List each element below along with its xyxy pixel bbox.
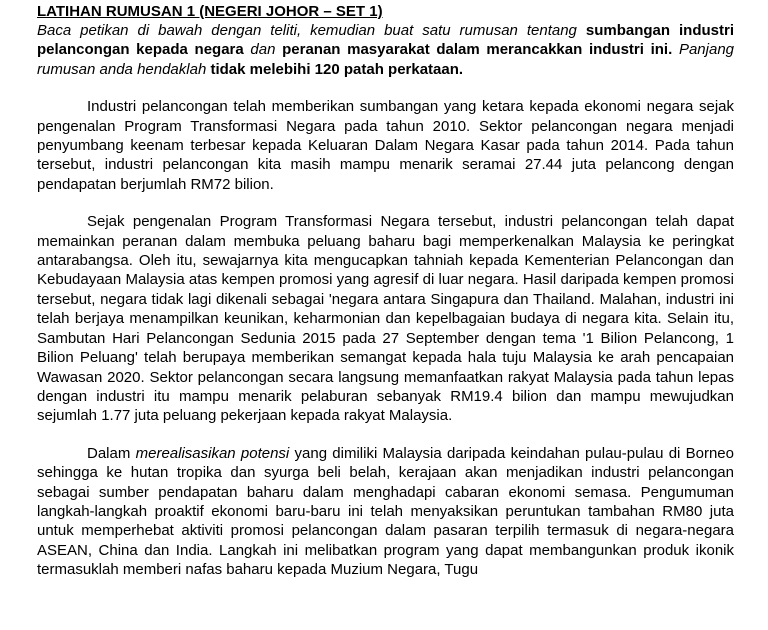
instruction-topic-2: peranan masyarakat dalam merancakkan industri ini.	[282, 41, 673, 59]
exercise-title: LATIHAN RUMUSAN 1 (NEGERI JOHOR – SET 1)	[37, 3, 383, 20]
passage-paragraph-1: Industri pelancongan telah memberikan sumbangan yang ketara kepada ekonomi negara sejak pengenalan Program Transformasi Negara pada tahun 2010. Sektor pelancongan negara menjadi penyumbang keenam terbesar kepada Keluaran Dalam Negara Kasar pada tahun 2014. Pada tahun tersebut, industri pelancongan kita masih mampu menarik seramai 27.44 juta pelancong dengan pendapatan berjumlah RM72 bilion.	[37, 98, 734, 193]
instructions	[37, 21, 734, 79]
instruction-length-text: Panjang rumusan anda hendaklah	[37, 41, 735, 78]
instruction-connector: dan	[250, 41, 276, 59]
paragraph-3-rest: yang dimiliki Malaysia daripada keindahan pulau-pulau di Borneo sehingga ke hutan tropika dan syurga beli belah, kerajaan akan menjadikan industri pelancongan sebagai sumber pendapatan baharu dalam menghadapi cabaran ekonomi semasa. Pengumuman langkah-langkah proaktif ekonomi baru-baru ini telah menyaksikan peruntukan tambahan RM80 juta untuk memperhebat aktiviti promosi pelancongan dalam pasaran terpilih termasuk di negara-negara ASEAN, China dan India. Langkah ini melibatkan program yang dapat membangunkan produk ikonik termasuklah memberi nafas baharu kepada Muzium Negara, Tugu	[37, 444, 734, 579]
passage-paragraph-2: Sejak pengenalan Program Transformasi Negara tersebut, industri pelancongan telah dapat memainkan peranan dalam membuka peluang baharu bagi memperkenalkan Malaysia ke peringkat antarabangsa. Oleh itu, sewajarnya kita mengucapkan tahniah kepada Kementerian Pelancongan dan Kebudayaan Malaysia atas kempen promosi yang agresif di luar negara. Hasil daripada kempen promosi tersebut, negara tidak lagi dikenali sebagai 'negara antara Singapura dan Thailand. Malahan, industri ini telah berjaya menampilkan keunikan, keharmonian dan kepelbagaian budaya di negara kita. Selain itu, Sambutan Hari Pelancongan Sedunia 2015 pada 27 September dengan tema '1 Bilion Pelancong, 1 Bilion Peluang' telah berupaya memberikan semangat kepada hala tuju Malaysia ke arah pencapaian Wawasan 2020. Sektor pelancongan secara langsung memanfaatkan rakyat Malaysia pada tahun lepas dengan industri itu mampu menarik pelaburan sebanyak RM19.4 bilion dan mampu mewujudkan sejumlah 1.77 juta peluang pekerjaan kepada rakyat Malaysia.	[37, 213, 734, 425]
paragraph-3-italic-phrase: merealisasikan potensi	[135, 444, 290, 462]
instruction-word-limit: tidak melebihi 120 patah perkataan.	[210, 60, 464, 78]
passage-paragraph-3	[37, 444, 734, 580]
instruction-text: Baca petikan di bawah dengan teliti, kemudian buat satu rumusan tentang	[37, 22, 577, 39]
paragraph-3-start: Dalam	[87, 444, 131, 462]
instruction-topic-1: sumbangan industri pelancongan kepada negara	[37, 22, 735, 59]
